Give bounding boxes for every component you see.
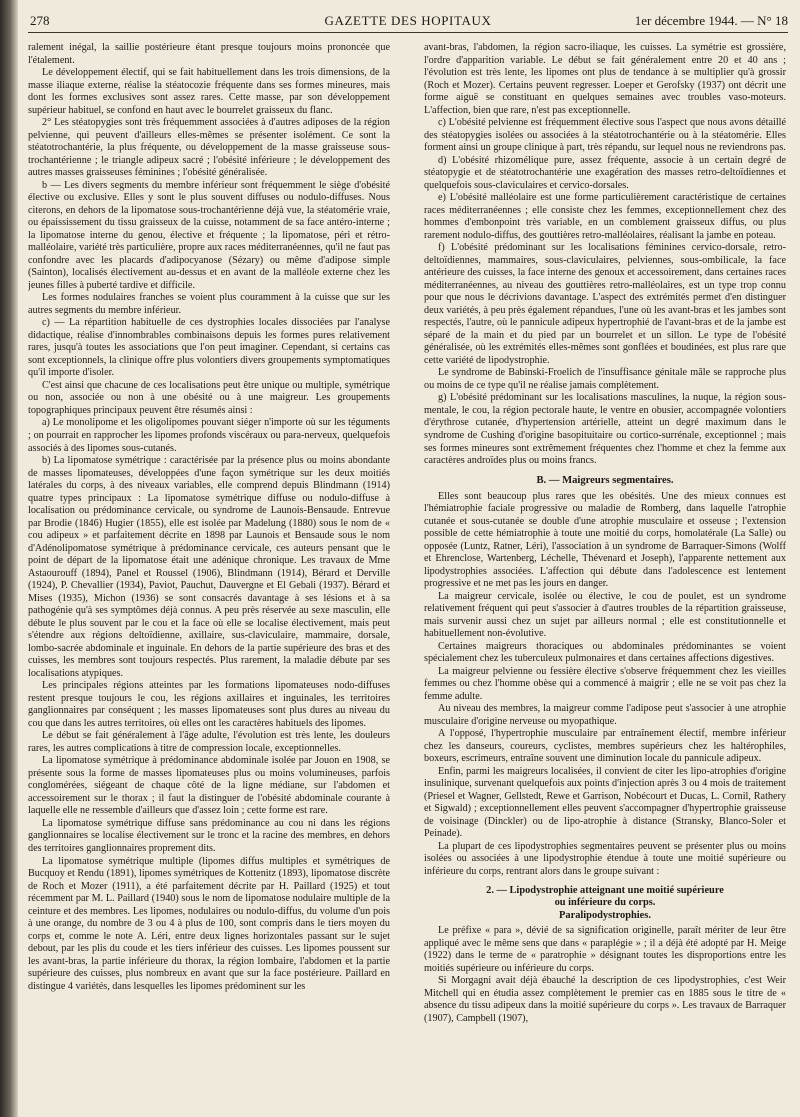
journal-title: GAZETTE DES HOPITAUX (324, 13, 492, 28)
paragraph: a) Le monolipome et les oligolipomes pouvant siéger n'importe où sur les téguments ; on pourrait en rapprocher les lipomes profonds viscéraux ou para-nerveux, quelquefois associés à des lipomes sous-cutanés. (28, 417, 390, 454)
section-heading-line: ou inférieure du corps. (554, 897, 656, 909)
paragraph: ralement inégal, la saillie postérieure étant presque toujours moins prononcée que l'étalement. (28, 42, 390, 66)
paragraph: La plupart de ces lipodystrophies segmentaires peuvent se présenter plus ou moins isolées ou associées à une lipodystrophie étendue à toute une moitié supérieure ou inférieure du corps, rentrant alors dans le groupe suivant : (424, 840, 786, 877)
paragraph: e) L'obésité malléolaire est une forme particulièrement caractéristique de certaines races méditerranéennes ; elle consiste chez les femmes, exceptionnellement chez des hommes d'embonpoint très variable, en un comblement graisseux diffus, ou plus rarement nodulo-diffus, des gouttières retro-malléolaires, réalisant la jambe en poteau. (424, 192, 786, 241)
paragraph: Si Morgagni avait déjà ébauché la description de ces lipodystrophies, c'est Weir Mitchell qui en étudia assez complètement le premier cas en 1885 sous le titre de « absence du tissu adipeux dans la moitié supérieure du corps ». Les travaux de Barraquer (1907), Campbell (1907), (424, 975, 786, 1024)
paragraph: 2° Les stéatopygies sont très fréquemment associées à d'autres adiposes de la région pelvienne, qui peuvent d'ailleurs elles-mêmes se présenter isolément. Ce sont la stéatotrochantérie, la plus fréquente, ou développement de la masse graisseuse sous-trochantérienne ; le triangle adipeux sacré ; l'obésité inférieure ; le développement des autres masses graisseuses féminines ; l'obésité généralisée. (28, 117, 390, 179)
paragraph: g) L'obésité prédominant sur les localisations masculines, la nuque, la région sous-mentale, le cou, la région pectorale haute, le ventre en obusier, accompagnée volontiers d'érythrose cutanée, d'hypertension artérielle, atteint un degré maximum dans le syndrome de Cushing d'origine basopituitaire ou cortico-surrénale, exceptionnel ; mais ses formes mineures sont extrêmement fréquentes chez l'homme et chez la femme aux caractères androïdes plus ou moins francs. (424, 392, 786, 467)
paragraph: f) L'obésité prédominant sur les localisations féminines cervico-dorsale, retro-deltoïdiennes, mammaires, sous-claviculaires, pelviennes, sous-ombilicale, la face antérieure des cuisses, la face interne des genoux et accessoirement, dans certaines races méditerranéennes, au niveau des gouttières retro-malléolaires, est un type trop connu pour que nous le décrivions davantage. L'aspect des extrémités permet d'en distinguer deux variétés, à peu près également répandues, l'une où les avant-bras et les jambes sont respectés, l'autre, où le pannicule adipeux hypertrophié de l'avant-bras et de la jambe est séparé de la main et du pied par un bourrelet et un sillon. Le type de l'obésité généralisée, où les extrémités elles-mêmes sont gonflées et boudinées, est plus rare que cette variété de lipodystrophie. (424, 242, 786, 366)
paragraph: b) La lipomatose symétrique : caractérisée par la présence plus ou moins abondante de masses lipomateuses, développées d'une façon symétrique sur les deux moitiés latérales du corps, à des niveaux variables, elle comprend depuis Blindmann (1914) quatre types principaux : La lipomatose symétrique diffuse ou nodulo-diffuse à localisation ou prédominance cervicale, ou syndrome de Launois-Bensaude. Entrevue par Brodie (1846) Hugier (1855), elle est isolée par Madelung (1880) sous le nom de « cou adipeux » et parfaitement décrite en 1898 par Launois et Bensaude sous le nom d'Adénolipomatose symétrique à prédominance cervicale, ces auteurs pensant que le point de départ de la lipomatose était une adénique chronique. Les travaux de Mme Astaourouff (1894), Panel et Roussel (1906), Blindmann (1914), Bérard et Derville (1924), P. Chevallier (1934), Paviot, Pauchut, Dauvergne et El Gebali (1937). Bérard et Mises (1935), Michon (1936) se sont consacrés davantage à ses lésions et à sa pathogénie qu'à ses symptômes déjà connus. A peu près réservée au sexe masculin, elle débute le plus souvent par le cou et la face où elle se localise électivement, mais peut s'étendre aux régions deltoïdienne, axillaire, sus-claviculaire, mammaire, dorsale, lombo-sacrée abdominale et inguinale. En dehors de la partie supérieure des bras et des cuisses, les membres sont toujours respectés. Plus rarement, la maladie débute par ses localisations atypiques. (28, 455, 390, 679)
newspaper-page (28, 12, 788, 1108)
section-heading: B. — Maigreurs segmentaires. (536, 474, 674, 486)
paragraph: Le début se fait généralement à l'âge adulte, l'évolution est très lente, les douleurs rares, les autres complications à titre de compression locale, exceptionnelles. (28, 730, 390, 754)
paragraph: Elles sont beaucoup plus rares que les obésités. Une des mieux connues est l'hémiatrophie faciale progressive ou maladie de Romberg, dans laquelle l'atrophie cutanée et sous-cutanée se double d'une atrophie musculaire et osseuse ; l'extension possible de cette hémiatrophie à toute une moitié du corps, homolatérale (La Salle) ou opposée (Luntz, Ratner, Léri), l'association à un syndrome de Barraquer-Simons (Wolff et Ehrenclose, Wartenberg, Léchelle, Thévenard et Joseph), l'apparente nettement aux lipodystrophies associées. L'affection qui débute dans l'adolescence est lentement progressive et ne met pas les jours en danger. (424, 490, 786, 590)
paragraph: Le préfixe « para », dévié de sa signification originelle, paraît mériter de leur être appliqué avec le même sens que dans « paraplégie » ; il a déjà été adopté par H. Meige (1922) dans le terme de « paratrophie » désignant toutes les disproportions entre les moitiés supérieure ou inférieure du corps. (424, 925, 786, 974)
paragraph: c) L'obésité pelvienne est fréquemment élective sous l'aspect que nous avons détaillé des stéatopygies isolées ou associées à la stéatotrochantérie ou à la stéatomérie. Elles forment ainsi un groupe clinique à part, très répandu, sur lequel nous ne reviendrons pas. (424, 117, 786, 154)
paragraph: Enfin, parmi les maigreurs localisées, il convient de citer les lipo-atrophies d'origine insulinique, survenant quelquefois aux points d'injection après 3 ou 4 mois de traitement (Priesel et Wagner, Gellstedt, Rewe et Garrison, Nobécourt et Ducas, L. Cornil, Rathery et Sigwald) ; exceptionnellement elles peuvent s'accompagner d'hypertrophie graisseuse de voisinage (Dinckler) ou de lipo-atrophie à distance (Stransky, Blanco-Soler et Peinade). (424, 765, 786, 840)
page-number: 278 (30, 13, 50, 28)
paragraph: c) — La répartition habituelle de ces dystrophies locales dissociées par l'analyse didactique, réalise d'innombrables combinaisons depuis les formes pures relativement rares, jusqu'à toutes les associations que l'on peut imaginer. Cependant, si certains cas sont exceptionnels, la clinique offre plus volontiers divers groupements symptomatiques qu'il importe d'isoler. (28, 317, 390, 379)
paragraph: Au niveau des membres, la maigreur comme l'adipose peut s'associer à une atrophie musculaire d'origine nerveuse ou myopathique. (424, 703, 786, 727)
paragraph: Les formes nodulaires franches se voient plus couramment à la cuisse que sur les autres segments du membre inférieur. (28, 292, 390, 316)
paragraph: avant-bras, l'abdomen, la région sacro-iliaque, les cuisses. La symétrie est grossière, l'ordre d'apparition variable. Le début se fait généralement entre 20 et 40 ans ; l'évolution est très lente, les lipomes ont plus de tendance à se multiplier qu'à grossir (Roch et Mozer). Certains peuvent regresser. Loeper et Gerofsky (1937) ont décrit une forme aiguë se constituant en quelques semaines avec troubles vaso-moteurs. L'affection, bien que rare, n'est pas exceptionnelle. (424, 42, 786, 116)
paragraph: A l'opposé, l'hypertrophie musculaire par entraînement électif, membre inférieur chez les danseurs, coureurs, cyclistes, membres supérieurs chez les haltérophiles, boxeurs, escrimeurs, entraîne souvent une diminution locale du pannicule adipeux. (424, 728, 786, 765)
paragraph: b — Les divers segments du membre inférieur sont fréquemment le siège d'obésité élective ou exclusive. Elles y sont le plus souvent diffuses ou nodulo-diffuses. Nous citerons, en dehors de la lipomatose sous-trochantérienne déjà vue, la stéatomérie vraie, ou épaississement du tissu graisseux de la cuisse, notamment de sa face antéro-interne ; la lipomatose interne du genou, élective et fréquente ; la lipomatose, péri et rétro-malléolaire, variété très particulière, propre aux races méditerranéennes, qu'il ne faut pas confondre avec les placards d'adipocyanose (Sézary) ou même d'adipose simple (Sainton), localisés électivement au-dessus et en avant de la malléole externe chez les jeunes filles à puberté tardive et difficile. (28, 179, 390, 291)
section-heading-2 (424, 885, 786, 923)
paragraph: C'est ainsi que chacune de ces localisations peut être unique ou multiple, symétrique ou non, associée ou non à une obésité ou à une maigreur. Les groupements topographiques principaux peuvent être résumés ainsi : (28, 379, 390, 416)
paragraph: Certaines maigreurs thoraciques ou abdominales prédominantes se voient spécialement chez les tuberculeux pulmonaires et dans certaines affections digestives. (424, 640, 786, 665)
paragraph: La lipomatose symétrique à prédominance abdominale isolée par Jouon en 1908, se présente sous la forme de masses lipomateuses plus ou moins volumineuses, parfois conglomérées, siégeant de chaque côté de la ligne médiane, sur l'abdomen et accessoirement sur le thorax ; il faut la distinguer de l'obésité abdominale courante à laquelle elle ne ressemble d'ailleurs que d'assez loin ; cette forme est rare. (28, 755, 390, 817)
paragraph: Les principales régions atteintes par les formations lipomateuses nodo-diffuses restent presque toujours le cou, les régions axillaires et inguinales, les territoires ganglionnaires par conséquent ; les masses lipomateuses sont plus dures au niveau du cou que dans les autres territoires, où elles ont les caractères habituels des lipomes. (28, 680, 390, 729)
left-column (28, 42, 390, 1104)
paragraph: La maigreur cervicale, isolée ou élective, le cou de poulet, est un syndrome relativement fréquent qui peut s'associer à d'autres troubles de la répartition graisseuse, mais survenir aussi chez un sujet par ailleurs normal ; elle est constitutionnelle et habituellement non-évolutive. (424, 590, 786, 640)
paragraph: Le développement électif, qui se fait habituellement dans les trois dimensions, de la masse iliaque externe, réalise la stéatocozie fréquente dans ses formes mineures, mais dont les formes exclusives sont assez rares. Cette masse, par son développement supérieur habituel, se confond en haut avec le bourrelet graisseux du flanc. (28, 67, 390, 116)
section-heading-line: 2. — Lipodystrophie atteignant une moitié supérieure (486, 884, 724, 896)
issue-date: 1er décembre 1944. — N° 18 (634, 13, 788, 28)
paragraph: Le syndrome de Babinski-Froelich de l'insuffisance génitale mâle se rapproche plus ou moins de ce type qu'il ne réalise jamais complètement. (424, 367, 786, 391)
paragraph: La maigreur pelvienne ou fessière élective s'observe fréquemment chez les vieilles femmes ou chez l'homme obèse qui a commencé à maigrir ; elle ne se voit pas chez la femme adulte. (424, 665, 786, 702)
right-column (424, 42, 786, 1104)
section-heading-line: Paralipodystrophies. (559, 909, 651, 921)
page-header (28, 12, 788, 33)
paragraph: La lipomatose symétrique diffuse sans prédominance au cou ni dans les régions ganglionnaires se localise électivement sur le tronc et la racine des membres, en dehors des territoires ganglionnaires proprement dits. (28, 817, 390, 854)
page-binding-shadow (0, 0, 18, 1117)
paragraph: La lipomatose symétrique multiple (lipomes diffus multiples et symétriques de Bucquoy et Rendu (1891), lipomes symétriques de Kottenitz (1893), lipomatose discrète de Roch et Mozer (1911), a été parfaitement décrite par H. Paillard (1925) et tout récemment par M. L. Paillard (1940) sous le nom de lipomatose nodulaire multiple de la ceinture et des membres. Les lipomes, nodulaires ou nodulo-diffus, du volume d'un pois à une orange, du nombre de 3 ou 4 à plus de 100, sont compris dans le tiers moyen du corps et, comme le note A. Léri, entre deux lignes horizontales passant sur le sujet debout, par les plis du coude et les tiers inférieur des cuisses. Les lipomes poussent sur les avant-bras, la partie inférieure du thorax, la région lombaire, l'abdomen et la partie supérieure des cuisses, plus nombreux en avant que sur la face postérieure. Paillard en distingue 4 variétés, dans lesquelles les lipomes prédominent sur les (28, 855, 390, 992)
paragraph: d) L'obésité rhizomélique pure, assez fréquente, associe à un certain degré de stéatopygie et de stéatotrochantérie une exagération des masses retro-deltoïdiennes et quelquefois sous-claviculaires et cervico-dorsales. (424, 154, 786, 191)
